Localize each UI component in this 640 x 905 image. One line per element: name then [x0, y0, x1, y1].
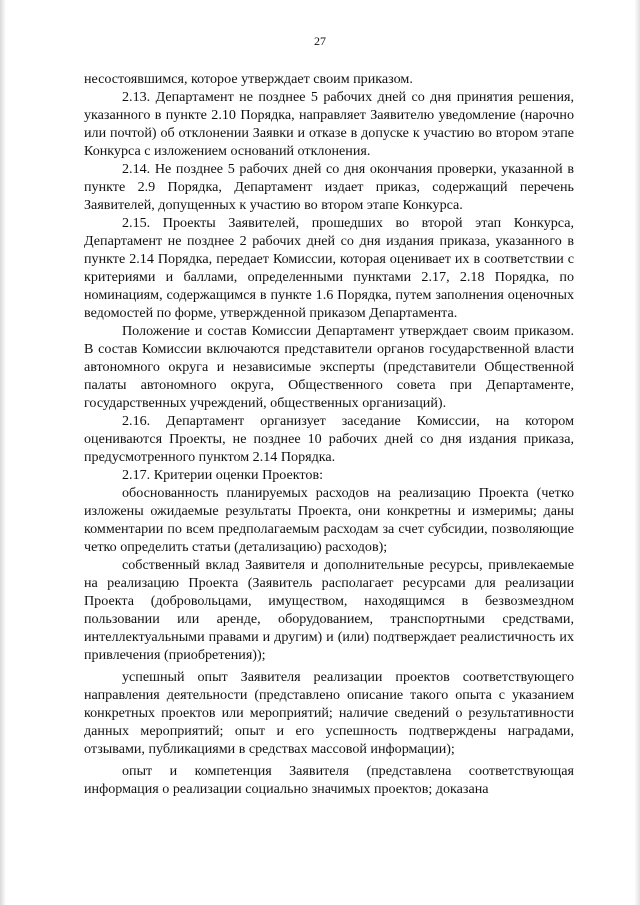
scan-edge-left: [0, 0, 6, 905]
document-body: [84, 70, 574, 798]
paragraph-continuation: несостоявшимся, которое утверждает своим приказом.: [84, 71, 413, 87]
paragraph-2-17: 2.17. Критерии оценки Проектов:: [122, 467, 324, 483]
scan-edge-right: [634, 0, 640, 905]
criterion-experience: успешный опыт Заявителя реализации проектов соответствующего направления деятельности (представлено описание такого опыта с указанием конкретных проектов или мероприятий; наличие сведений о результативности данных мероприятий; опыт и его успешность подтверждены наградами, отзывами, публикациями в средствах массовой информации);: [84, 669, 574, 757]
paragraph-2-14: 2.14. Не позднее 5 рабочих дней со дня окончания проверки, указанной в пункте 2.9 Порядка, Департамент издает приказ, содержащий перечень Заявителей, допущенных к участию во втором этапе Конкурса.: [84, 161, 574, 213]
paragraph-commission: Положение и состав Комиссии Департамент утверждает своим приказом. В состав Комиссии включаются представители органов государственной власти автономного округа и независимые эксперты (представители Общественной палаты автономного округа, Общественного совета при Департаменте, государственных учреждений, общественных организаций).: [84, 323, 574, 411]
criterion-own-contribution: собственный вклад Заявителя и дополнительные ресурсы, привлекаемые на реализацию Проекта (Заявитель располагает ресурсами для реализации Проекта (добровольцами, имуществом, находящимся в безвозмездном пользовании или аренде, оборудованием, транспортными средствами, интеллектуальными правами и другим) и (или) подтверждает реалистичность их привлечения (приобретения));: [84, 557, 574, 663]
page-number: 27: [314, 34, 326, 48]
paragraph-2-16: 2.16. Департамент организует заседание Комиссии, на котором оцениваются Проекты, не позднее 10 рабочих дней со дня издания приказа, предусмотренного пунктом 2.14 Порядка.: [84, 413, 574, 465]
paragraph-2-13: 2.13. Департамент не позднее 5 рабочих дней со дня принятия решения, указанного в пункте 2.10 Порядка, направляет Заявителю уведомление (нарочно или почтой) об отклонении Заявки и отказе в допуске к участию во втором этапе Конкурса с изложением оснований отклонения.: [84, 89, 574, 159]
criterion-competence: опыт и компетенция Заявителя (представлена соответствующая информация о реализации социально значимых проектов; доказана: [84, 763, 574, 797]
criterion-expenses: обоснованность планируемых расходов на реализацию Проекта (четко изложены ожидаемые результаты Проекта, они конкретны и измеримы; даны комментарии по всем предполагаемым расходам за счет субсидии, позволяющие четко определить статьи (детализацию) расходов);: [84, 485, 574, 555]
paragraph-2-15: 2.15. Проекты Заявителей, прошедших во второй этап Конкурса, Департамент не позднее 2 рабочих дней со дня издания приказа, указанного в пункте 2.14 Порядка, передает Комиссии, которая оценивает их в соответствии с критериями и баллами, определенными пунктами 2.17, 2.18 Порядка, по номинациям, содержащимся в пункте 1.6 Порядка, путем заполнения оценочных ведомостей по форме, утвержденной приказом Департамента.: [84, 215, 574, 321]
